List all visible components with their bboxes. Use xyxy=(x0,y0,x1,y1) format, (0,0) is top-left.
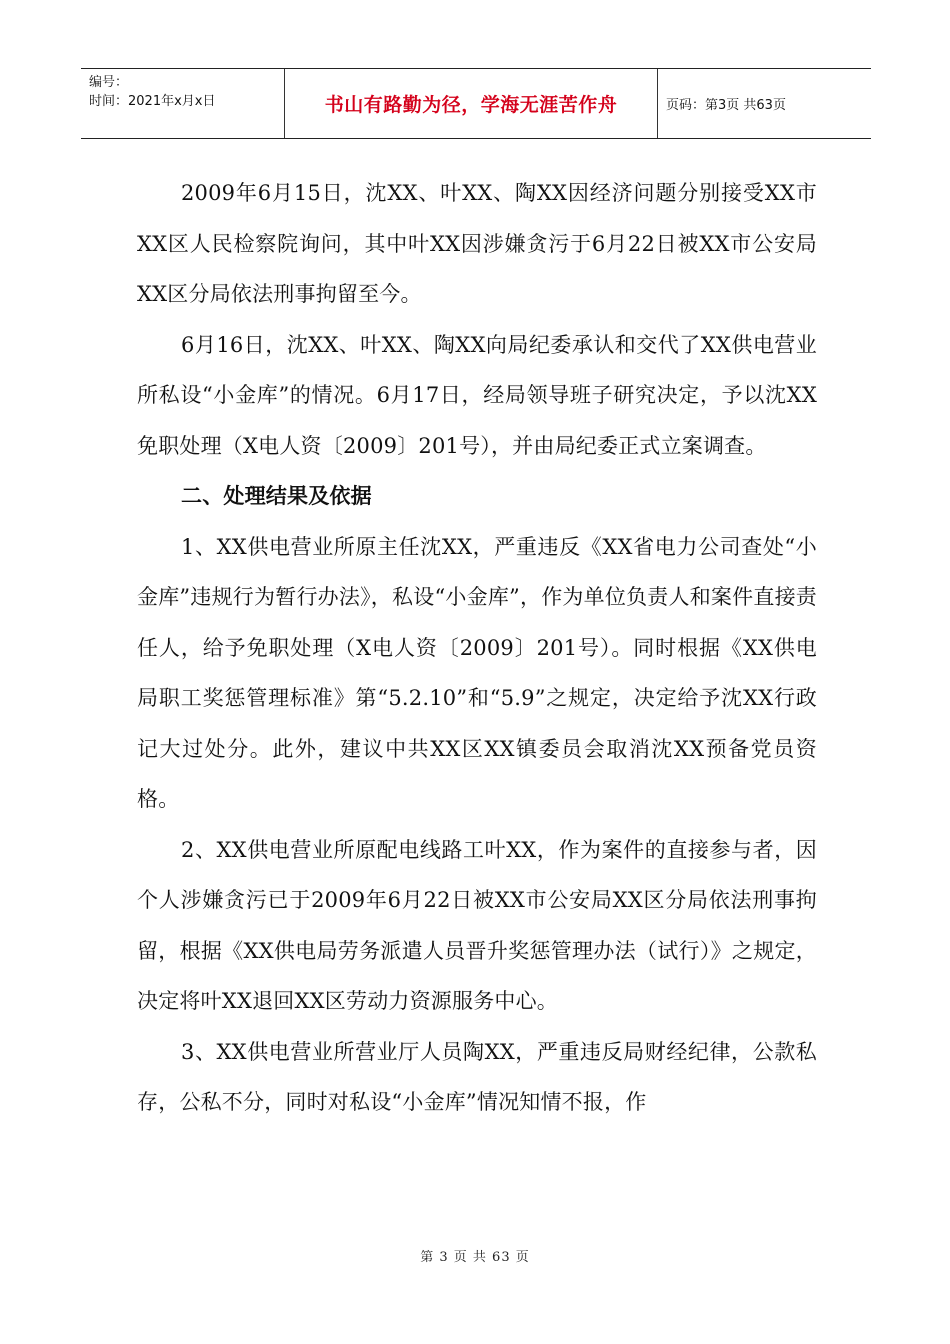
header-page-info: 页码：第3页 共63页 xyxy=(666,98,786,113)
header-motto: 书山有路勤为径，学海无涯苦作舟 xyxy=(284,69,658,138)
number-label: 编号： xyxy=(89,75,129,90)
time-label: 时间：2021年x月x日 xyxy=(89,94,216,109)
document-body xyxy=(137,168,817,1128)
paragraph: 3、XX供电营业所营业厅人员陶XX，严重违反局财经纪律，公款私存，公私不分，同时对私设“小金库”情况知情不报，作 xyxy=(137,1039,817,1114)
paragraph: 6月16日，沈XX、叶XX、陶XX向局纪委承认和交代了XX供电营业所私设“小金库”的情况。6月17日，经局领导班子研究决定，予以沈XX免职处理（X电人资〔2009〕201号），并由局纪委正式立案调查。 xyxy=(137,332,817,458)
page-header xyxy=(81,68,871,139)
paragraph: 2009年6月15日，沈XX、叶XX、陶XX因经济问题分别接受XX市XX区人民检察院询问，其中叶XX因涉嫌贪污于6月22日被XX市公安局XX区分局依法刑事拘留至今。 xyxy=(137,181,817,306)
header-meta xyxy=(81,69,284,138)
section-heading: 二、处理结果及依据 xyxy=(181,484,372,508)
paragraph: 1、XX供电营业所原主任沈XX，严重违反《XX省电力公司查处“小金库”违规行为暂行办法》，私设“小金库”，作为单位负责人和案件直接责任人，给予免职处理（X电人资〔2009〕201号）。同时根据《XX供电局职工奖惩管理标准》第“5.2.10”和“5.9”之规定，决定给予沈XX行政记大过处分。此外，建议中共XX区XX镇委员会取消沈XX预备党员资格。 xyxy=(137,534,817,811)
page-footer: 第 3 页 共 63 页 xyxy=(420,1250,530,1265)
paragraph: 2、XX供电营业所原配电线路工叶XX，作为案件的直接参与者，因个人涉嫌贪污已于2009年6月22日被XX市公安局XX区分局依法刑事拘留，根据《XX供电局劳务派遣人员晋升奖惩管理办法（试行）》之规定，决定将叶XX退回XX区劳动力资源服务中心。 xyxy=(137,837,817,1013)
